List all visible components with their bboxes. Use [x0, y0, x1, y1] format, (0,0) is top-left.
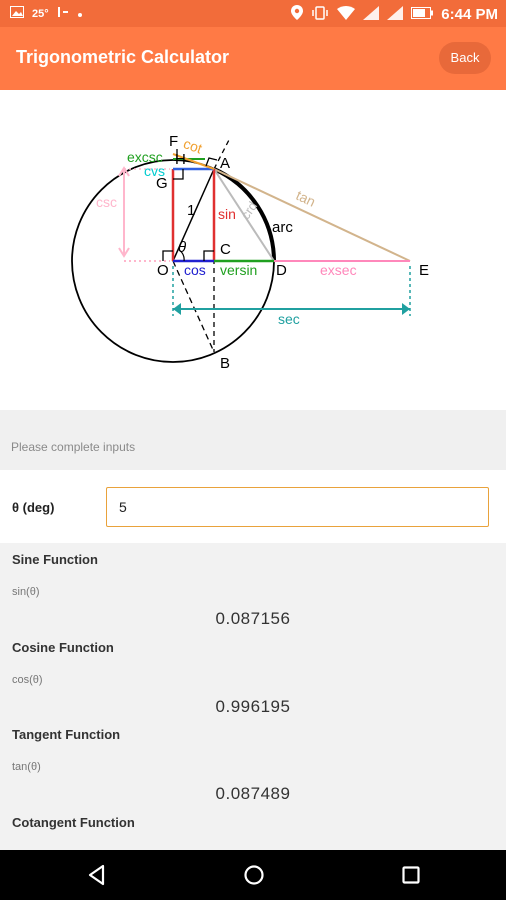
prompt-area: [0, 410, 506, 470]
label-cvs: cvs: [144, 163, 165, 179]
result-title: Cosine Function: [12, 639, 114, 655]
result-title: Tangent Function: [12, 727, 121, 742]
clock-text: 6:44 PM: [441, 5, 498, 23]
result-value: 0.087489: [215, 784, 291, 803]
label-f: F: [169, 133, 179, 150]
sec-arrow-right: [402, 303, 410, 315]
label-o: O: [157, 262, 169, 279]
notification-icon: [57, 6, 69, 21]
label-excsc: excsc: [127, 149, 163, 165]
label-crd: crd: [237, 198, 261, 223]
signal-2-icon: [387, 6, 403, 23]
label-b: B: [220, 355, 231, 372]
result-expression: cos(θ): [12, 673, 43, 686]
right-angle-a: [206, 158, 217, 166]
result-cotangent: [0, 806, 506, 851]
label-g: G: [156, 175, 168, 192]
result-cosine: [0, 631, 506, 719]
back-button[interactable]: Back: [439, 42, 491, 74]
image-icon: [10, 6, 24, 21]
label-d: D: [276, 262, 287, 279]
label-arc: arc: [272, 219, 293, 236]
battery-icon: [411, 7, 433, 22]
result-value: 0.087156: [215, 609, 291, 628]
label-h: H: [175, 151, 186, 168]
app-bar: [0, 27, 506, 90]
label-exsec: exsec: [320, 262, 357, 278]
app-title: Trigonometric Calculator: [16, 47, 230, 67]
result-sine: [0, 543, 506, 631]
result-tangent: [0, 718, 506, 806]
location-icon: [291, 5, 303, 23]
right-angle-c: [204, 251, 214, 261]
nav-recents-icon[interactable]: [398, 862, 424, 888]
result-expression: sin(θ): [12, 586, 40, 598]
nav-back-icon[interactable]: [84, 862, 110, 888]
prompt-text: Please complete inputs: [11, 440, 136, 454]
result-expression: tan(θ): [12, 761, 41, 773]
nav-home-icon[interactable]: [241, 862, 267, 888]
results-list: [0, 543, 506, 850]
navigation-bar: [0, 850, 506, 900]
theta-label: θ (deg): [12, 500, 55, 515]
unit-circle-diagram: [0, 90, 506, 410]
label-csc: csc: [96, 194, 117, 210]
wifi-icon: [337, 6, 355, 23]
label-tan: tan: [293, 186, 319, 210]
label-versin: versin: [220, 262, 258, 278]
result-title: Sine Function: [12, 552, 98, 567]
label-cos: cos: [184, 262, 206, 278]
status-bar: [0, 0, 506, 27]
label-a: A: [220, 155, 231, 172]
label-e: E: [419, 262, 430, 279]
sec-arrow-left: [173, 303, 181, 315]
theta-input-row: [0, 470, 506, 543]
signal-1-icon: [363, 6, 379, 23]
label-sec: sec: [278, 311, 300, 327]
label-cot: cot: [181, 135, 205, 157]
theta-input[interactable]: [106, 487, 489, 527]
label-sin: sin: [218, 206, 236, 222]
right-angle-o: [163, 251, 173, 261]
vibrate-icon: [311, 6, 329, 23]
result-value: 0.996195: [215, 696, 291, 716]
temperature-text: 25°: [32, 7, 49, 20]
result-title: Cotangent Function: [12, 814, 135, 830]
right-angle-g: [173, 169, 183, 179]
label-c: C: [220, 241, 231, 258]
dot-icon: [77, 6, 83, 21]
label-theta: θ: [178, 239, 187, 256]
label-one: 1: [187, 202, 196, 219]
